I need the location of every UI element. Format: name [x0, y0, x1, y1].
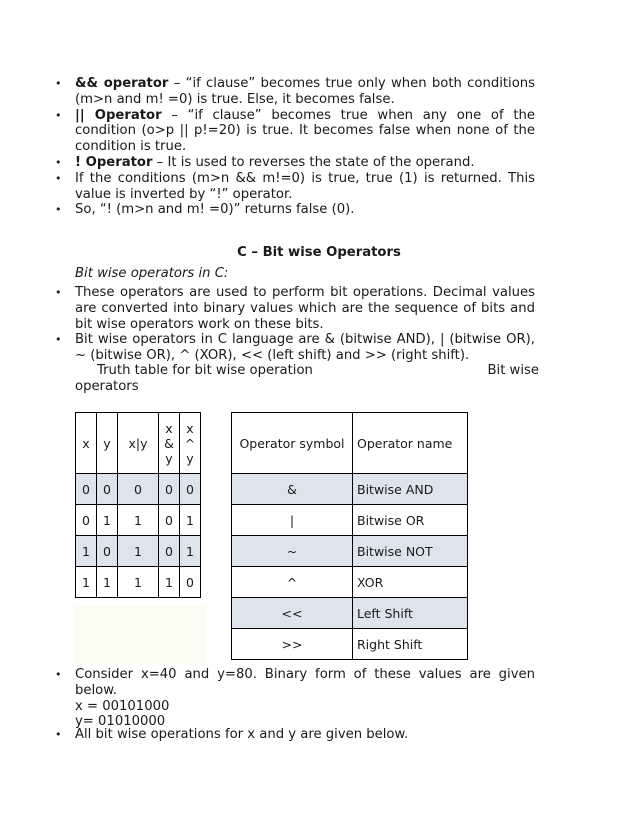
table-cell: 0: [118, 474, 159, 505]
example-line: y= 01010000: [75, 714, 166, 730]
table-row: [232, 474, 468, 505]
table-header-row: [76, 413, 201, 474]
table-cell: ^: [232, 567, 353, 598]
list-item-text: If the conditions (m>n && m!=0) is true, true (1) is returned. This value is inverted by “!” operator.: [75, 170, 535, 202]
table-header: Operator symbol: [232, 413, 353, 474]
table-cell: 1: [76, 567, 97, 598]
table-cell: 1: [159, 567, 180, 598]
list-item: • These operators are used to perform bit operations. Decimal values are converted into binary values which are the sequence of bits and bit wise operators work on these bits.: [55, 285, 535, 332]
table-cell: 0: [97, 474, 118, 505]
table-cell: Bitwise AND: [353, 474, 468, 505]
operator-table-caption-wrap: operators: [75, 379, 139, 394]
table-row: [76, 505, 201, 536]
table-cell: 0: [97, 536, 118, 567]
table-row: [76, 536, 201, 567]
table-cell: 0: [159, 474, 180, 505]
table-cell: 0: [76, 474, 97, 505]
table-header: y: [97, 413, 118, 474]
list-item: [55, 171, 535, 203]
table-cell: Left Shift: [353, 598, 468, 629]
table-header: x|y: [118, 413, 159, 474]
list-item-text: – It is used to reverses the state of the operand.: [152, 154, 475, 170]
list-item: • All bit wise operations for x and y are given below.: [55, 727, 535, 743]
table-row: [76, 474, 201, 505]
table-cell: 1: [180, 505, 201, 536]
table-cell: 1: [76, 536, 97, 567]
table-cell: &: [232, 474, 353, 505]
table-cell: 0: [159, 536, 180, 567]
list-item-text: – “if clause” becomes true only when both conditions (m>n and m! =0) is true. Else, it becomes false.: [75, 76, 535, 107]
table-cell: XOR: [353, 567, 468, 598]
table-cell: 0: [180, 567, 201, 598]
bitwise-description-list: [55, 285, 535, 364]
operator-term: ! Operator: [75, 154, 153, 170]
table-cell: Right Shift: [353, 629, 468, 660]
table-cell: >>: [232, 629, 353, 660]
table-cell: <<: [232, 598, 353, 629]
table-cell: 1: [118, 567, 159, 598]
table-row: [232, 629, 468, 660]
table-header-row: [232, 413, 468, 474]
operator-table: [231, 412, 468, 660]
subheading: Bit wise operators in C:: [75, 266, 229, 281]
table-background-fill: [75, 606, 206, 664]
logical-operators-list: [55, 76, 535, 218]
table-row: [76, 567, 201, 598]
table-cell: Bitwise OR: [353, 505, 468, 536]
table-cell: 0: [180, 474, 201, 505]
operator-table-caption: Bit wise: [487, 363, 539, 378]
table-cell: 1: [97, 505, 118, 536]
table-cell: 0: [76, 505, 97, 536]
final-list: [55, 727, 535, 743]
list-item-text: So, “! (m>n and m! =0)” returns false (0).: [75, 202, 355, 218]
example-line: Consider x=40 and y=80. Binary form of these values are given below.: [75, 667, 535, 698]
table-row: [232, 505, 468, 536]
section-heading: C – Bit wise Operators: [237, 245, 401, 260]
list-item: [55, 108, 535, 155]
table-cell: 1: [118, 505, 159, 536]
table-cell: Bitwise NOT: [353, 536, 468, 567]
table-cell: 1: [118, 536, 159, 567]
list-item: [55, 202, 535, 218]
example-list: [55, 667, 535, 730]
operator-term: && operator: [75, 76, 169, 91]
table-caption: [75, 363, 539, 395]
table-cell: ~: [232, 536, 353, 567]
table-cell: |: [232, 505, 353, 536]
operator-term: || Operator: [75, 107, 162, 123]
table-cell: 0: [159, 505, 180, 536]
list-item: [55, 155, 535, 171]
list-item: [55, 667, 535, 730]
list-item: • Bit wise operators in C language are & (bitwise AND), | (bitwise OR), ~ (bitwise OR), ^ (XOR), << (left shift) and >> (right shift).: [55, 332, 535, 364]
table-row: [232, 598, 468, 629]
list-item: [55, 76, 535, 108]
truth-table-caption: Truth table for bit wise operation: [97, 363, 313, 378]
table-cell: 1: [180, 536, 201, 567]
table-header: x & y: [159, 413, 180, 474]
table-header: Operator name: [353, 413, 468, 474]
table-row: [232, 536, 468, 567]
table-cell: 1: [97, 567, 118, 598]
example-line: x = 00101000: [75, 698, 170, 714]
truth-table: [75, 412, 201, 598]
table-header: x: [76, 413, 97, 474]
table-header: x ^ y: [180, 413, 201, 474]
list-item-text: – “if clause” becomes true when any one of the condition (o>p || p!=20) is true. It becomes false when none of the condition is true.: [75, 107, 535, 155]
table-row: [232, 567, 468, 598]
